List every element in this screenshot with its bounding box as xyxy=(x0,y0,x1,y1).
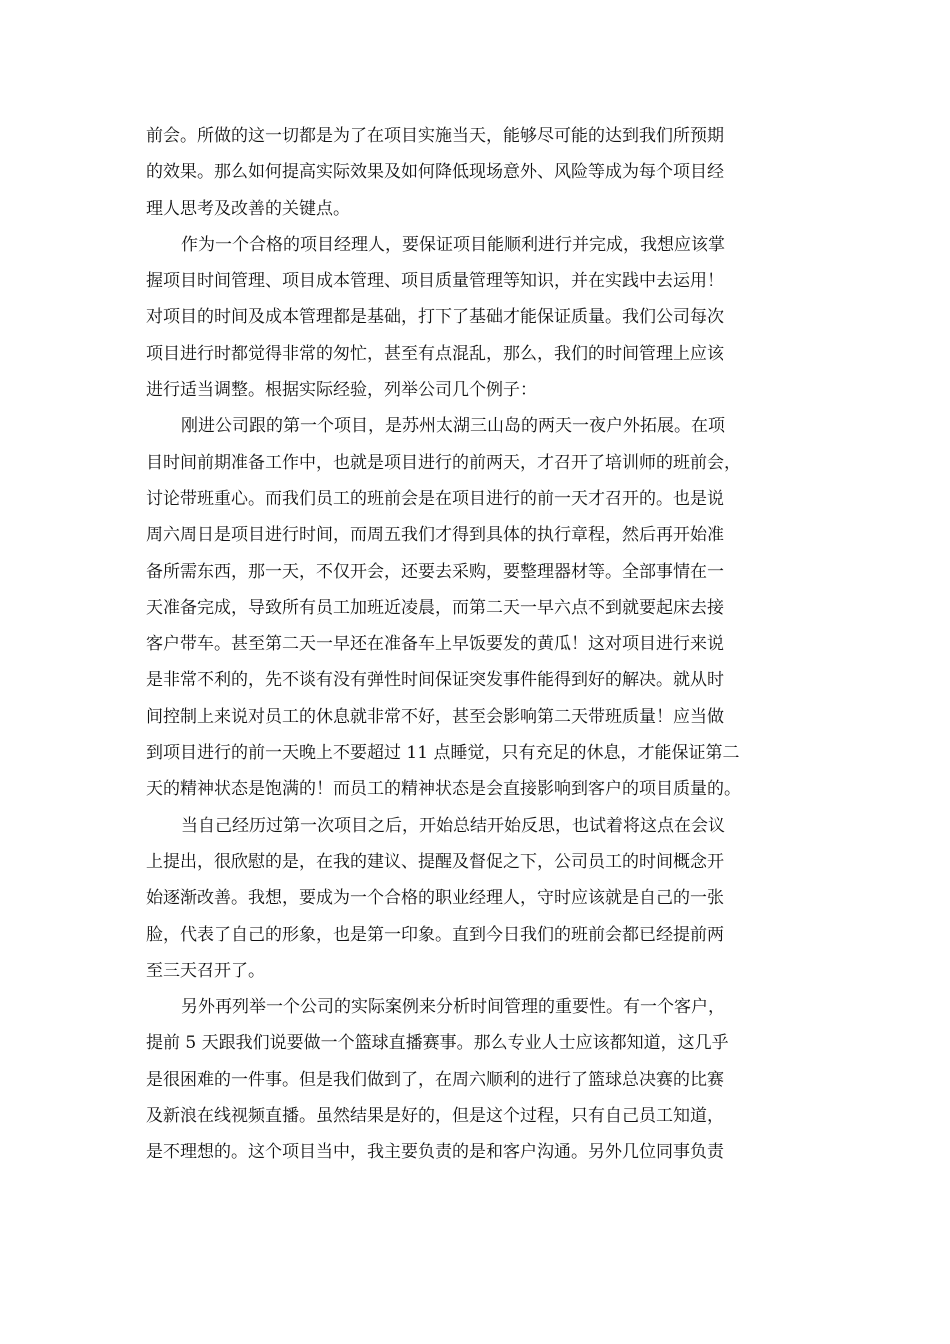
text-line: 另外再列举一个公司的实际案例来分析时间管理的重要性。有一个客户， xyxy=(181,997,725,1018)
paragraph xyxy=(146,118,806,227)
document-body xyxy=(146,118,806,1171)
text-line: 始逐渐改善。我想，要成为一个合格的职业经理人，守时应该就是自己的一张 xyxy=(146,888,724,909)
text-line: 的效果。那么如何提高实际效果及如何降低现场意外、风险等成为每个项目经 xyxy=(146,162,724,183)
text-line: 项目进行时都觉得非常的匆忙，甚至有点混乱，那么，我们的时间管理上应该 xyxy=(146,343,724,364)
text-line: 目时间前期准备工作中，也就是项目进行的前两天，才召开了培训师的班前会， xyxy=(146,452,741,473)
text-line: 天的精神状态是饱满的！而员工的精神状态是会直接影响到客户的项目质量的。 xyxy=(146,779,741,800)
text-line: 当自己经历过第一次项目之后，开始总结开始反思，也试着将这点在会议 xyxy=(181,815,725,836)
text-line: 及新浪在线视频直播。虽然结果是好的，但是这个过程，只有自己员工知道， xyxy=(146,1106,724,1127)
text-line: 理人思考及改善的关键点。 xyxy=(146,198,350,219)
text-line: 上提出，很欣慰的是，在我的建议、提醒及督促之下，公司员工的时间概念开 xyxy=(146,851,724,872)
text-line: 前会。所做的这一切都是为了在项目实施当天，能够尽可能的达到我们所预期 xyxy=(146,126,724,146)
text-line: 到项目进行的前一天晚上不要超过 11 点睡觉，只有充足的休息，才能保证第二 xyxy=(146,743,740,764)
text-line: 是非常不利的，先不谈有没有弹性时间保证突发事件能得到好的解决。就从时 xyxy=(146,670,724,691)
text-line: 作为一个合格的项目经理人，要保证项目能顺利进行并完成，我想应该掌 xyxy=(181,234,725,255)
text-line: 间控制上来说对员工的休息就非常不好，甚至会影响第二天带班质量！应当做 xyxy=(146,706,724,727)
text-line: 进行适当调整。根据实际经验，列举公司几个例子： xyxy=(146,380,537,401)
text-line: 周六周日是项目进行时间，而周五我们才得到具体的执行章程，然后再开始准 xyxy=(146,525,724,546)
paragraph xyxy=(146,989,806,1170)
text-line: 脸，代表了自己的形象，也是第一印象。直到今日我们的班前会都已经提前两 xyxy=(146,924,724,945)
text-line: 天准备完成，导致所有员工加班近凌晨，而第二天一早六点不到就要起床去接 xyxy=(146,597,724,618)
paragraph xyxy=(146,227,806,408)
text-line: 握项目时间管理、项目成本管理、项目质量管理等知识，并在实践中去运用！ xyxy=(146,271,724,292)
text-line: 至三天召开了。 xyxy=(146,960,265,981)
text-line: 刚进公司跟的第一个项目，是苏州太湖三山岛的两天一夜户外拓展。在项 xyxy=(181,416,725,437)
text-line: 备所需东西，那一天，不仅开会，还要去采购，要整理器材等。全部事情在一 xyxy=(146,561,724,582)
text-line: 是很困难的一件事。但是我们做到了，在周六顺利的进行了篮球总决赛的比赛 xyxy=(146,1069,724,1090)
text-line: 对项目的时间及成本管理都是基础，打下了基础才能保证质量。我们公司每次 xyxy=(146,307,724,328)
text-line: 是不理想的。这个项目当中，我主要负责的是和客户沟通。另外几位同事负责 xyxy=(146,1142,724,1163)
text-line: 提前 5 天跟我们说要做一个篮球直播赛事。那么专业人士应该都知道，这几乎 xyxy=(146,1033,729,1054)
text-line: 讨论带班重心。而我们员工的班前会是在项目进行的前一天才召开的。也是说 xyxy=(146,488,724,509)
paragraph xyxy=(146,408,806,807)
text-line: 客户带车。甚至第二天一早还在准备车上早饭要发的黄瓜！这对项目进行来说 xyxy=(146,634,724,655)
paragraph xyxy=(146,808,806,989)
